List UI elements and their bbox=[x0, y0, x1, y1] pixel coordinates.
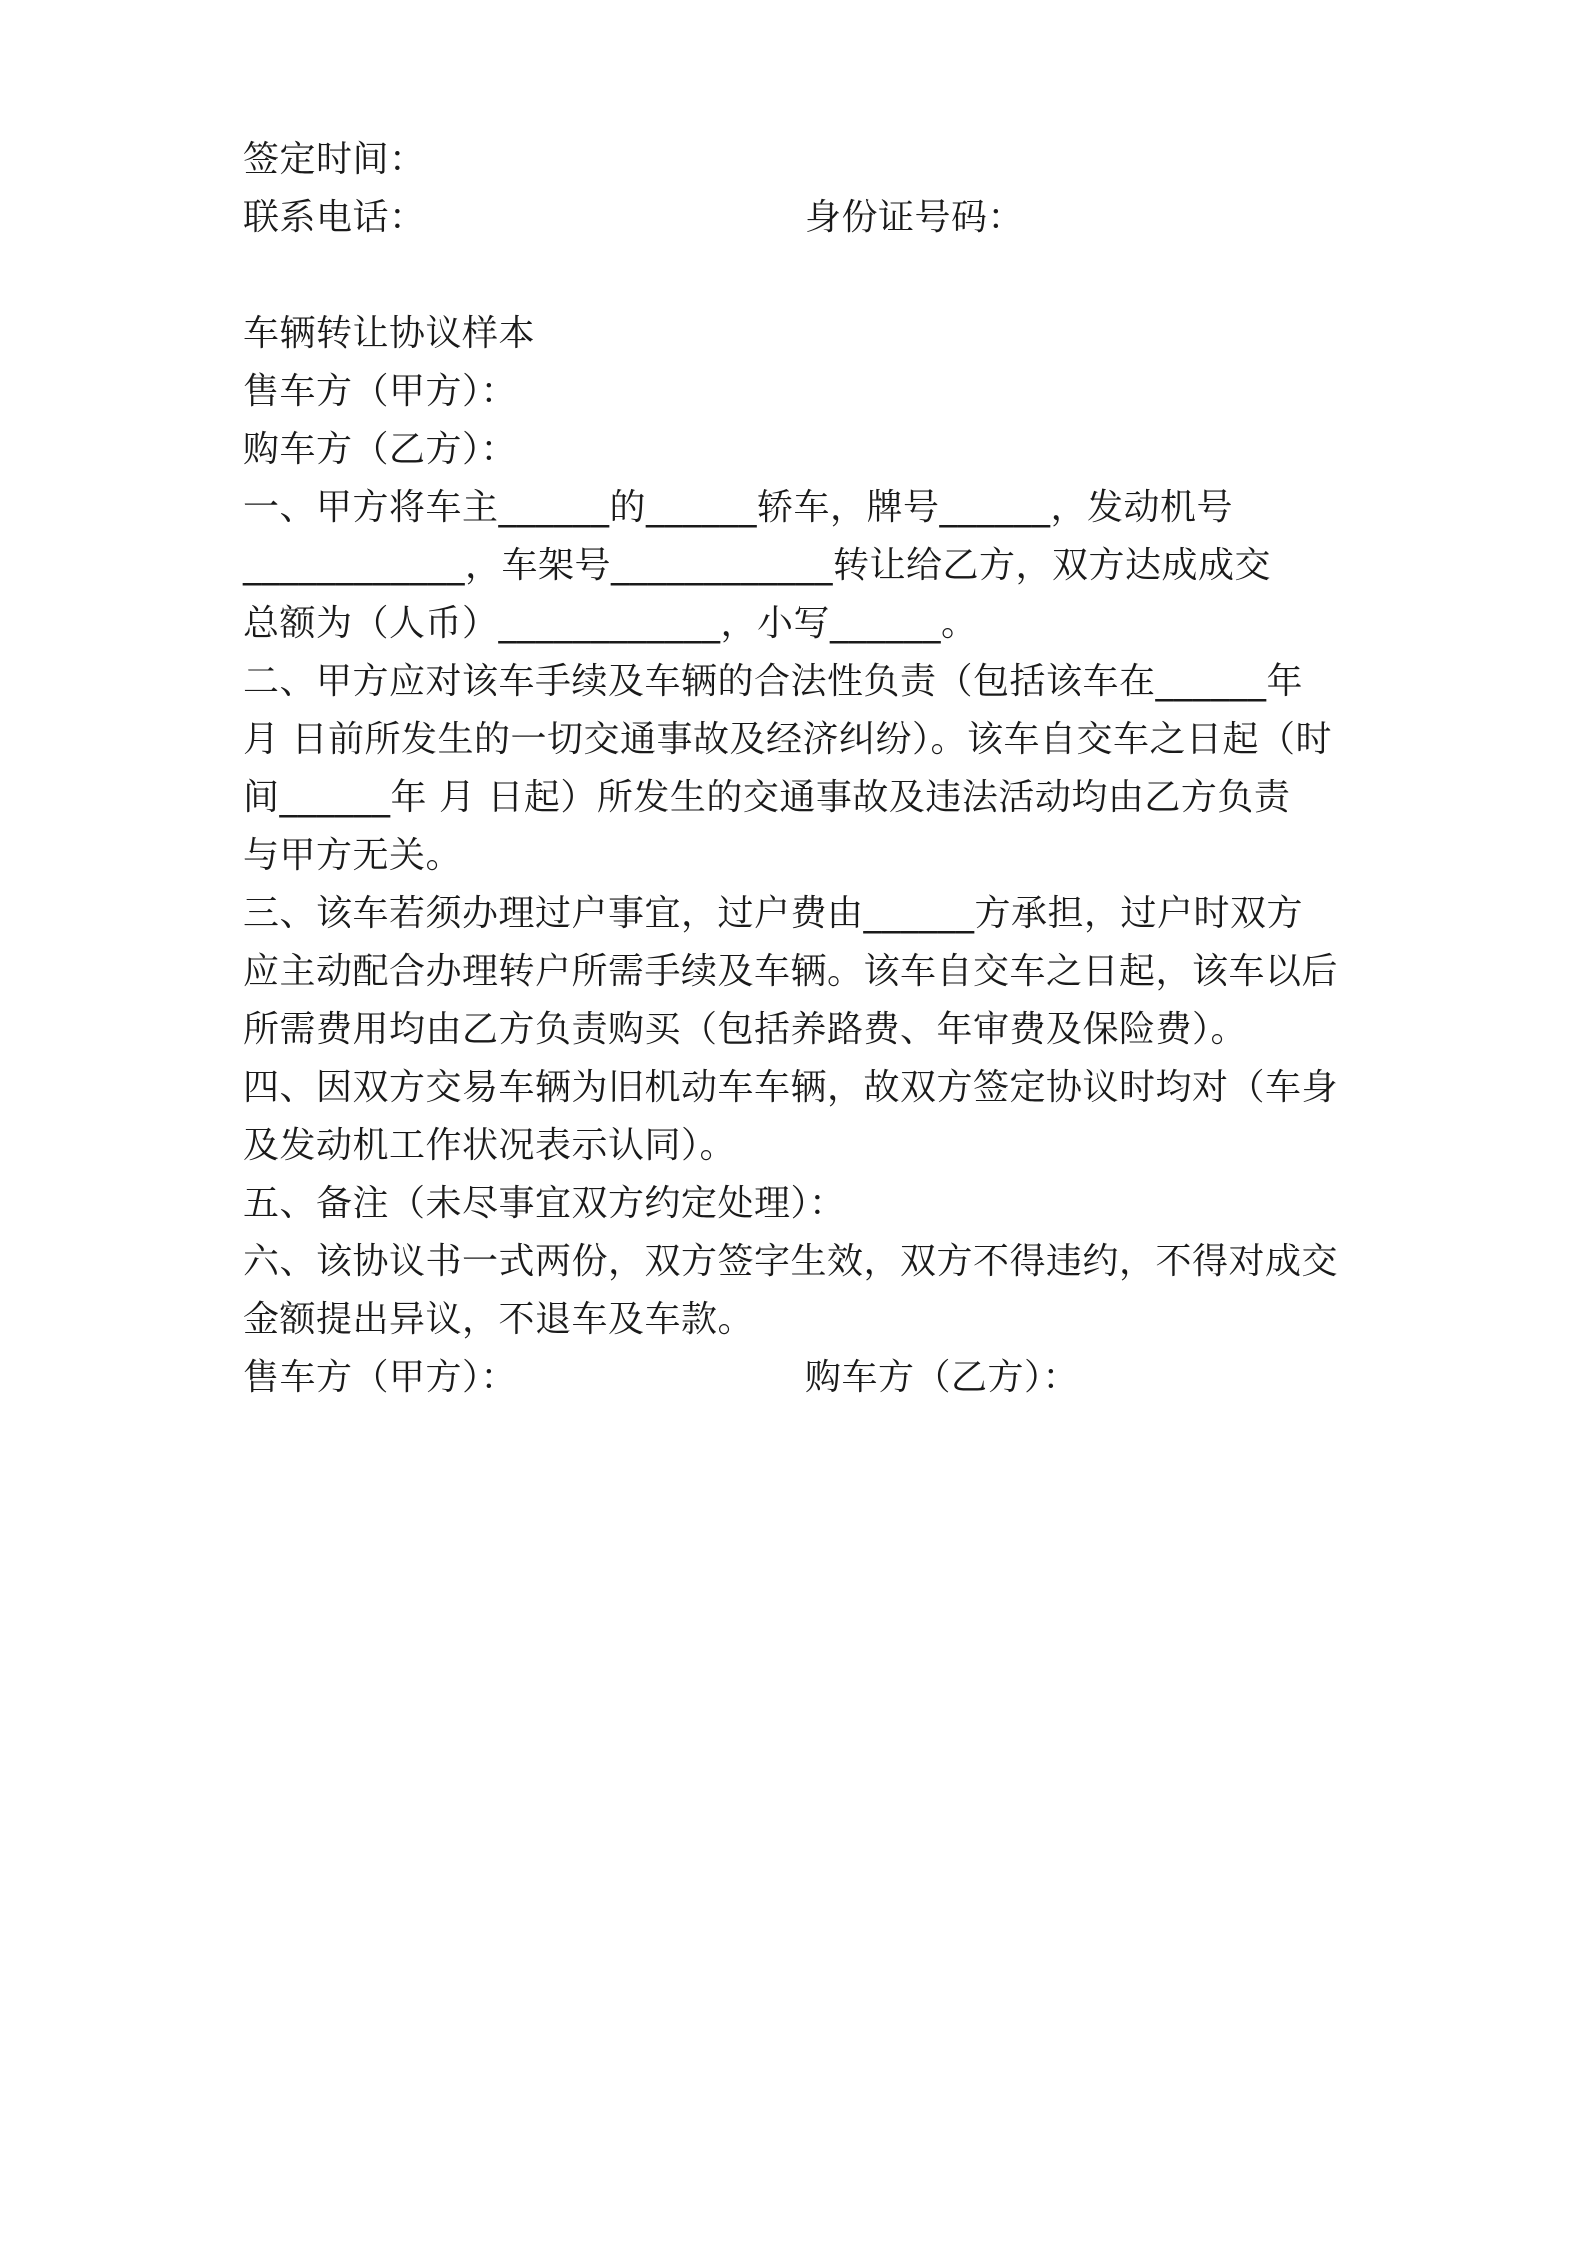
clause-4-line-2: 及发动机工作状况表示认同）。 bbox=[243, 1125, 737, 1166]
buyer-label: 购车方（乙方）： bbox=[243, 429, 518, 470]
sign-time-label: 签定时间： bbox=[243, 139, 426, 180]
contact-row bbox=[243, 194, 1363, 242]
clause-2-line-2: 月 日前所发生的一切交通事故及经济纠纷）。该车自交车之日起（时 bbox=[243, 719, 1332, 760]
clause-1-line-3: 总额为（人币）____________，小写______。 bbox=[243, 603, 978, 644]
agreement-title: 车辆转让协议样本 bbox=[243, 313, 536, 354]
clause-1-line-1: 一、甲方将车主______的______轿车，牌号______，发动机号 bbox=[243, 487, 1234, 528]
signature-row bbox=[243, 1354, 1363, 1402]
clause-3-line-2: 应主动配合办理转户所需手续及车辆。该车自交车之日起，该车以后 bbox=[243, 951, 1339, 992]
clause-5-line-1: 五、备注（未尽事宜双方约定处理）： bbox=[243, 1183, 846, 1224]
clause-2-line-3: 间______年 月 日起）所发生的交通事故及违法活动均由乙方负责 bbox=[243, 777, 1291, 818]
clause-6-line-2: 金额提出异议，不退车及车款。 bbox=[243, 1299, 755, 1340]
phone-label: 联系电话： bbox=[243, 197, 426, 238]
clause-3-line-1: 三、该车若须办理过户事宜，过户费由______方承担，过户时双方 bbox=[243, 893, 1304, 934]
clause-3-line-3: 所需费用均由乙方负责购买（包括养路费、年审费及保险费）。 bbox=[243, 1009, 1248, 1050]
clause-2-line-4: 与甲方无关。 bbox=[243, 835, 463, 876]
clause-2-line-1: 二、甲方应对该车手续及车辆的合法性负责（包括该车在______年 bbox=[243, 661, 1304, 702]
signature-seller-label: 售车方（甲方）： bbox=[243, 1357, 518, 1398]
signature-buyer-label: 购车方（乙方）： bbox=[805, 1357, 1080, 1398]
clause-1-line-2: ____________，车架号____________转让给乙方，双方达成成交 bbox=[243, 545, 1272, 586]
clause-6-line-1: 六、该协议书一式两份，双方签字生效，双方不得违约，不得对成交 bbox=[243, 1241, 1339, 1282]
seller-label: 售车方（甲方）： bbox=[243, 371, 518, 412]
clause-4-line-1: 四、因双方交易车辆为旧机动车车辆，故双方签定协议时均对（车身 bbox=[243, 1067, 1339, 1108]
id-number-label: 身份证号码： bbox=[805, 197, 1025, 238]
